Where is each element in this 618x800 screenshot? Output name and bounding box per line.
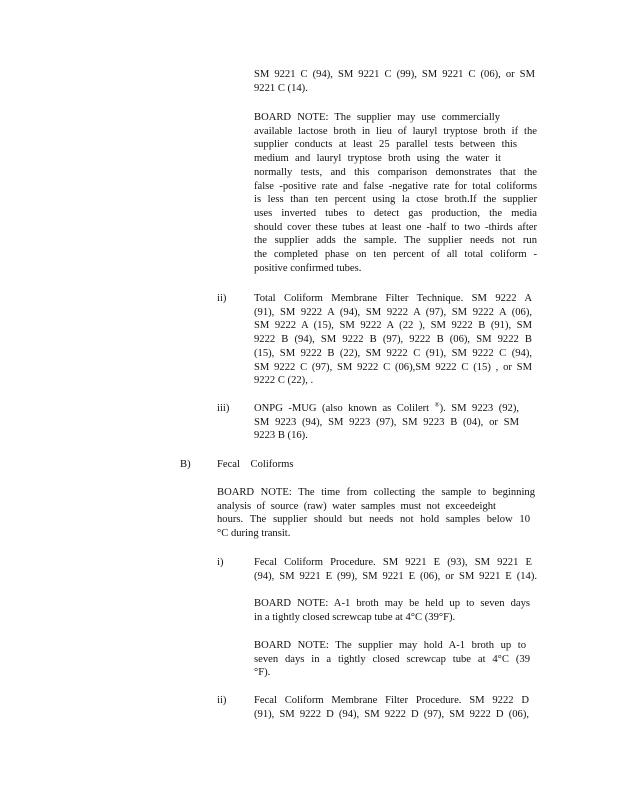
text-line: analysis of source (raw) water samples must not exceedeight [217,500,496,512]
text-line: BOARD NOTE: The supplier may use commercially [254,112,500,123]
text-line: (91), SM 9222 A (94), SM 9222 A (97), SM 9222 A (06), [254,306,532,318]
text-line: °F). [254,667,271,679]
list-marker-i: i) [217,557,224,568]
text-line: SM 9223 (94), SM 9223 (97), SM 9223 B (04), or SM [254,416,519,428]
text-line: (91), SM 9222 D (94), SM 9222 D (97), SM 9222 D (06), [254,708,529,720]
registered-mark: ® [434,401,440,409]
text-line: °C during transit. [217,528,291,540]
text-line: hours. The supplier should but needs not hold samples below 10 [217,514,530,526]
text-line: 9222 C (22), . [254,375,314,387]
paragraph-sm9221-continuation [254,68,535,95]
text-line: seven days in a tightly closed screwcap tube at 4°C (39 [254,653,530,665]
text-line: (15), SM 9222 B (22), SM 9222 C (91), SM 9222 C (94), [254,347,532,359]
paragraph-fecal-coliform-membrane [254,694,529,721]
text-line: 9223 B (16). [254,430,308,442]
paragraph-fecal-coliform-procedure [254,556,537,583]
board-note-sample-time [217,486,535,541]
board-note-lactose-broth [254,111,537,275]
text-line: BOARD NOTE: The time from collecting the sample to beginning [217,487,535,498]
board-note-a1-broth-seven-days [254,639,530,680]
text-line: normally tests, and this comparison demonstrates that the [254,166,537,178]
text-line: the supplier adds the sample. The supplier needs not run [254,235,537,247]
text-line: Fecal Coliform Membrane Filter Procedure. SM 9222 D [254,695,529,706]
text-line: 9222 B (94), SM 9222 B (97), 9222 B (06), SM 9222 B [254,334,532,346]
text-line: available lactose broth in lieu of lauryl tryptose broth if the [254,125,537,137]
section-heading-fecal-coliforms: Fecal Coliforms [217,459,294,470]
text-line: the completed phase on ten percent of all total coliform - [254,249,537,261]
text-line: Total Coliform Membrane Filter Technique. SM 9222 A [254,293,532,304]
text-line: is less than ten percent using la ctose broth.If the supplier [254,194,537,206]
text-line: supplier conducts at least 25 parallel tests between this [254,139,517,151]
text-line [254,402,519,416]
board-note-a1-broth-hold [254,597,530,624]
text-line: uses inverted tubes to detect gas production, the media [254,207,537,219]
list-marker-ii-fecal: ii) [217,695,227,706]
text-line: positive confirmed tubes. [254,262,362,274]
list-marker-iii: iii) [217,403,230,414]
text-line: (94), SM 9221 E (99), SM 9221 E (06), or SM 9221 E (14). [254,570,537,582]
text-line: medium and lauryl tryptose broth using the water it [254,153,501,165]
paragraph-onpg-mug [254,402,519,443]
text-line: BOARD NOTE: A-1 broth may be held up to seven days [254,598,530,609]
text-line: BOARD NOTE: The supplier may hold A-1 broth up to [254,640,526,651]
text-line: SM 9221 C (94), SM 9221 C (99), SM 9221 C (06), or SM [254,69,535,80]
text-run: ONPG -MUG (also known as Colilert [254,403,435,414]
text-line: should cover these tubes at least one -half to two -thirds after [254,221,537,233]
text-line: in a tightly closed screwcap tube at 4°C (39°F). [254,611,456,623]
text-line: 9221 C (14). [254,82,308,94]
section-marker-b: B) [180,459,191,470]
text-line: false -positive rate and false -negative rate for total coliforms [254,180,537,192]
text-run: ). SM 9223 (92), [439,403,520,414]
paragraph-total-coliform-membrane [254,292,532,388]
text-line: SM 9222 C (97), SM 9222 C (06),SM 9222 C (15) , or SM [254,361,532,373]
list-marker-ii: ii) [217,293,227,304]
text-line: Fecal Coliform Procedure. SM 9221 E (93), SM 9221 E [254,557,532,568]
text-line: SM 9222 A (15), SM 9222 A (22 ), SM 9222 B (91), SM [254,320,532,332]
